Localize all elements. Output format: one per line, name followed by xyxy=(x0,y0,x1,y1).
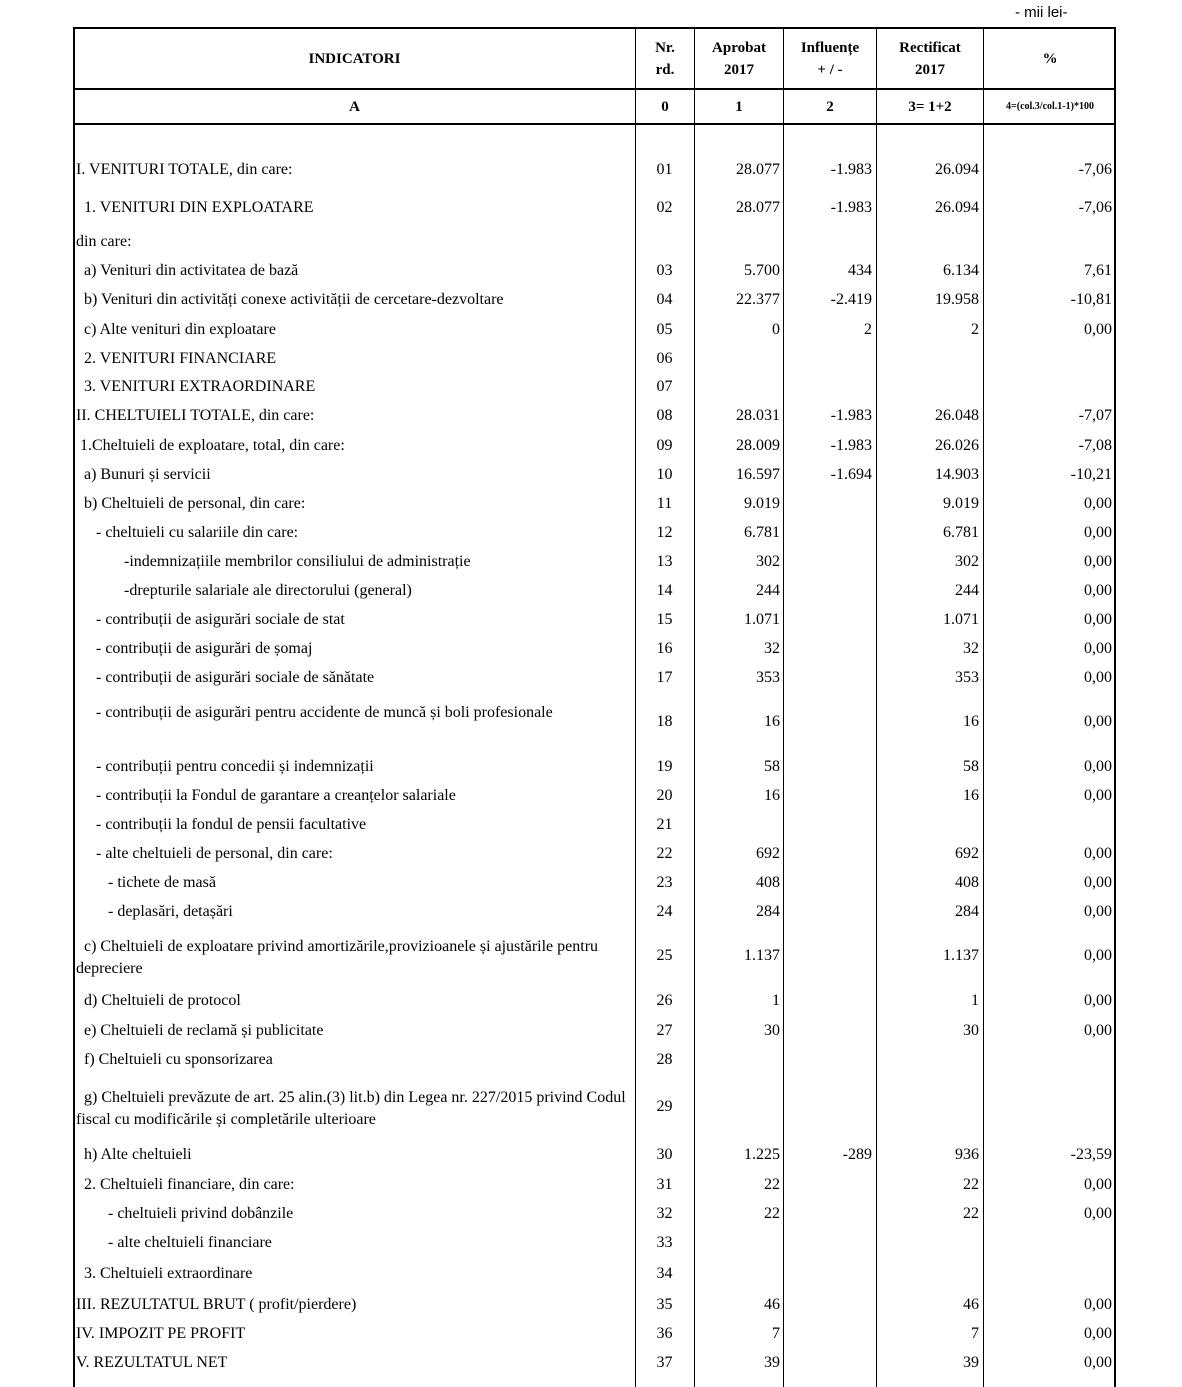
indicator-label: 3. VENITURI EXTRAORDINARE xyxy=(76,378,316,395)
percent-value: 0,00 xyxy=(1084,874,1112,891)
indicator-label: a) Venituri din activitatea de bază xyxy=(76,262,299,279)
approved-value: 353 xyxy=(756,669,780,686)
percent-value: 0,00 xyxy=(1084,1296,1112,1313)
row-number: 08 xyxy=(656,407,673,424)
percent-value: 0,00 xyxy=(1084,1176,1112,1193)
rectified-value: 26.094 xyxy=(935,161,979,178)
row-number: 29 xyxy=(656,1098,673,1115)
percent-value: 0,00 xyxy=(1084,553,1112,570)
percent-value: -7,06 xyxy=(1078,161,1112,178)
approved-value: 408 xyxy=(756,874,780,891)
colnum-2: 2 xyxy=(826,99,834,115)
indicator-label: b) Cheltuieli de personal, din care: xyxy=(76,495,306,512)
row-number: 11 xyxy=(656,495,673,512)
rectified-value: 22 xyxy=(963,1205,979,1222)
rectified-value: 692 xyxy=(955,845,979,862)
row-number: 12 xyxy=(656,524,673,541)
percent-value: 7,61 xyxy=(1084,262,1112,279)
indicator-label: -indemnizațiile membrilor consiliului de administrație xyxy=(76,553,471,570)
indicator-label: - contribuții de asigurări sociale de stat xyxy=(76,611,345,628)
indicator-label: 1. VENITURI DIN EXPLOATARE xyxy=(76,199,314,216)
approved-value: 302 xyxy=(756,553,780,570)
header-divider xyxy=(73,123,1116,125)
header-divider xyxy=(73,88,1116,90)
approved-value: 16.597 xyxy=(736,466,780,483)
rectified-value: 16 xyxy=(963,787,979,804)
row-number: 16 xyxy=(656,640,673,657)
influence-value: -1.983 xyxy=(830,437,872,454)
percent-value: 0,00 xyxy=(1084,1205,1112,1222)
indicator-label: g) Cheltuieli prevăzute de art. 25 alin.(3) lit.b) din Legea nr. 227/2015 privind Codul fiscal cu modificările și completările ulterioare xyxy=(76,1089,630,1128)
approved-value: 28.077 xyxy=(736,161,780,178)
row-number: 20 xyxy=(656,787,673,804)
indicator-label: - tichete de masă xyxy=(76,874,216,891)
rectified-value: 6.134 xyxy=(943,262,979,279)
indicator-label: - alte cheltuieli de personal, din care: xyxy=(76,845,333,862)
approved-value: 28.031 xyxy=(736,407,780,424)
row-number: 02 xyxy=(656,199,673,216)
col-divider xyxy=(783,27,784,1387)
percent-value: 0,00 xyxy=(1084,903,1112,920)
row-number: 25 xyxy=(656,947,673,964)
percent-value: 0,00 xyxy=(1084,713,1112,730)
row-number: 22 xyxy=(656,845,673,862)
row-number: 35 xyxy=(656,1296,673,1313)
influence-value: 2 xyxy=(864,321,872,338)
rectified-value: 39 xyxy=(963,1354,979,1371)
rectified-value: 58 xyxy=(963,758,979,775)
header-percent: % xyxy=(1042,51,1058,67)
row-number: 05 xyxy=(656,321,673,338)
row-number: 37 xyxy=(656,1354,673,1371)
approved-value: 22.377 xyxy=(736,291,780,308)
indicator-label: - contribuții de asigurări de șomaj xyxy=(76,640,313,657)
row-number: 09 xyxy=(656,437,673,454)
colnum-nr: 0 xyxy=(661,99,669,115)
approved-value: 7 xyxy=(772,1325,780,1342)
percent-value: -10,21 xyxy=(1070,466,1112,483)
rectified-value: 353 xyxy=(955,669,979,686)
percent-value: -7,06 xyxy=(1078,199,1112,216)
colnum-a: A xyxy=(349,99,360,115)
approved-value: 1.137 xyxy=(744,947,780,964)
approved-value: 1 xyxy=(772,992,780,1009)
approved-value: 46 xyxy=(764,1296,780,1313)
approved-value: 28.077 xyxy=(736,199,780,216)
rectified-value: 9.019 xyxy=(943,495,979,512)
indicator-label: - alte cheltuieli financiare xyxy=(76,1234,272,1251)
header-nr-rd: Nr. rd. xyxy=(655,40,675,78)
rectified-value: 284 xyxy=(955,903,979,920)
rectified-value: 14.903 xyxy=(935,466,979,483)
approved-value: 16 xyxy=(764,787,780,804)
rectified-value: 26.094 xyxy=(935,199,979,216)
indicator-label: 1.Cheltuieli de exploatare, total, din care: xyxy=(76,437,345,454)
rectified-value: 408 xyxy=(955,874,979,891)
indicator-label: - contribuții de asigurări pentru accidente de muncă și boli profesionale xyxy=(76,704,553,721)
header-indicatori: INDICATORI xyxy=(308,51,401,67)
row-number: 34 xyxy=(656,1265,673,1282)
indicator-label: d) Cheltuieli de protocol xyxy=(76,992,241,1009)
indicator-label: -drepturile salariale ale directorului (general) xyxy=(76,582,412,599)
row-number: 01 xyxy=(656,161,673,178)
percent-value: 0,00 xyxy=(1084,787,1112,804)
percent-value: 0,00 xyxy=(1084,582,1112,599)
influence-value: -1.983 xyxy=(830,161,872,178)
approved-value: 22 xyxy=(764,1176,780,1193)
rectified-value: 6.781 xyxy=(943,524,979,541)
influence-value: -1.983 xyxy=(830,407,872,424)
row-number: 21 xyxy=(656,816,673,833)
approved-value: 284 xyxy=(756,903,780,920)
row-number: 07 xyxy=(656,378,673,395)
indicator-label: din care: xyxy=(76,233,132,250)
row-number: 30 xyxy=(656,1146,673,1163)
row-number: 28 xyxy=(656,1051,673,1068)
row-number: 03 xyxy=(656,262,673,279)
rectified-value: 936 xyxy=(955,1146,979,1163)
rectified-value: 1 xyxy=(971,992,979,1009)
header-influente: Influențe + / - xyxy=(800,40,860,78)
indicator-label: a) Bunuri și servicii xyxy=(76,466,211,483)
row-number: 10 xyxy=(656,466,673,483)
indicator-label: - contribuții la Fondul de garantare a creanțelor salariale xyxy=(76,787,456,804)
percent-value: 0,00 xyxy=(1084,669,1112,686)
rectified-value: 26.048 xyxy=(935,407,979,424)
rectified-value: 26.026 xyxy=(935,437,979,454)
percent-value: 0,00 xyxy=(1084,947,1112,964)
indicator-label: 2. VENITURI FINANCIARE xyxy=(76,350,277,367)
approved-value: 1.225 xyxy=(744,1146,780,1163)
indicator-label: - contribuții la fondul de pensii facultative xyxy=(76,816,367,833)
approved-value: 1.071 xyxy=(744,611,780,628)
percent-value: 0,00 xyxy=(1084,321,1112,338)
percent-value: 0,00 xyxy=(1084,758,1112,775)
row-number: 36 xyxy=(656,1325,673,1342)
rectified-value: 46 xyxy=(963,1296,979,1313)
rectified-value: 7 xyxy=(971,1325,979,1342)
rectified-value: 1.071 xyxy=(943,611,979,628)
approved-value: 32 xyxy=(764,640,780,657)
row-number: 24 xyxy=(656,903,673,920)
indicator-label: - deplasări, detașări xyxy=(76,903,233,920)
row-number: 19 xyxy=(656,758,673,775)
row-number: 33 xyxy=(656,1234,673,1251)
row-number: 13 xyxy=(656,553,673,570)
approved-value: 5.700 xyxy=(744,262,780,279)
percent-value: 0,00 xyxy=(1084,845,1112,862)
approved-value: 30 xyxy=(764,1022,780,1039)
percent-value: 0,00 xyxy=(1084,611,1112,628)
header-aprobat: Aprobat 2017 xyxy=(712,40,766,78)
indicator-label: - contribuții de asigurări sociale de sănătate xyxy=(76,669,375,686)
row-number: 04 xyxy=(656,291,673,308)
row-number: 15 xyxy=(656,611,673,628)
approved-value: 244 xyxy=(756,582,780,599)
approved-value: 28.009 xyxy=(736,437,780,454)
indicator-label: c) Alte venituri din exploatare xyxy=(76,321,276,338)
indicator-label: c) Cheltuieli de exploatare privind amortizările,provizioanele și ajustările pentru depreciere xyxy=(76,938,603,977)
row-number: 14 xyxy=(656,582,673,599)
colnum-3: 3= 1+2 xyxy=(908,99,952,115)
row-number: 26 xyxy=(656,992,673,1009)
influence-value: -1.983 xyxy=(830,199,872,216)
indicator-label: e) Cheltuieli de reclamă și publicitate xyxy=(76,1022,324,1039)
percent-value: 0,00 xyxy=(1084,640,1112,657)
approved-value: 58 xyxy=(764,758,780,775)
rectified-value: 19.958 xyxy=(935,291,979,308)
influence-value: 434 xyxy=(848,262,872,279)
approved-value: 0 xyxy=(772,321,780,338)
approved-value: 22 xyxy=(764,1205,780,1222)
rectified-value: 2 xyxy=(971,321,979,338)
percent-value: -10,81 xyxy=(1070,291,1112,308)
approved-value: 16 xyxy=(764,713,780,730)
indicator-label: h) Alte cheltuieli xyxy=(76,1146,192,1163)
percent-value: 0,00 xyxy=(1084,524,1112,541)
percent-value: -7,08 xyxy=(1078,437,1112,454)
colnum-1: 1 xyxy=(735,99,743,115)
rectified-value: 30 xyxy=(963,1022,979,1039)
indicator-label: b) Venituri din activități conexe activității de cercetare-dezvoltare xyxy=(76,291,504,308)
percent-value: -23,59 xyxy=(1070,1146,1112,1163)
indicator-label: - cheltuieli cu salariile din care: xyxy=(76,524,299,541)
rectified-value: 16 xyxy=(963,713,979,730)
percent-value: -7,07 xyxy=(1078,407,1112,424)
row-number: 18 xyxy=(656,713,673,730)
influence-value: -289 xyxy=(842,1146,872,1163)
indicator-label: - contribuții pentru concedii și indemnizații xyxy=(76,758,374,775)
approved-value: 39 xyxy=(764,1354,780,1371)
row-number: 23 xyxy=(656,874,673,891)
indicator-label: 2. Cheltuieli financiare, din care: xyxy=(76,1176,295,1193)
influence-value: -1.694 xyxy=(830,466,872,483)
row-number: 27 xyxy=(656,1022,673,1039)
rectified-value: 22 xyxy=(963,1176,979,1193)
row-number: 32 xyxy=(656,1205,673,1222)
percent-value: 0,00 xyxy=(1084,1022,1112,1039)
approved-value: 692 xyxy=(756,845,780,862)
percent-value: 0,00 xyxy=(1084,1354,1112,1371)
percent-value: 0,00 xyxy=(1084,992,1112,1009)
colnum-4: 4=(col.3/col.1-1)*100 xyxy=(1006,101,1094,112)
rectified-value: 32 xyxy=(963,640,979,657)
approved-value: 6.781 xyxy=(744,524,780,541)
indicator-label: V. REZULTATUL NET xyxy=(76,1354,228,1371)
indicator-label: II. CHELTUIELI TOTALE, din care: xyxy=(76,407,315,424)
approved-value: 9.019 xyxy=(744,495,780,512)
percent-value: 0,00 xyxy=(1084,1325,1112,1342)
rectified-value: 244 xyxy=(955,582,979,599)
row-number: 31 xyxy=(656,1176,673,1193)
indicator-label: III. REZULTATUL BRUT ( profit/pierdere) xyxy=(76,1296,357,1313)
header-rectificat: Rectificat 2017 xyxy=(899,40,961,78)
unit-label: - mii lei- xyxy=(1015,4,1068,21)
rectified-value: 302 xyxy=(955,553,979,570)
indicator-label: - cheltuieli privind dobânzile xyxy=(76,1205,294,1222)
row-number: 17 xyxy=(656,669,673,686)
rectified-value: 1.137 xyxy=(943,947,979,964)
percent-value: 0,00 xyxy=(1084,495,1112,512)
row-number: 06 xyxy=(656,350,673,367)
indicator-label: I. VENITURI TOTALE, din care: xyxy=(76,161,293,178)
indicator-label: IV. IMPOZIT PE PROFIT xyxy=(76,1325,246,1342)
influence-value: -2.419 xyxy=(830,291,872,308)
indicator-label: f) Cheltuieli cu sponsorizarea xyxy=(76,1051,273,1068)
indicator-label: 3. Cheltuieli extraordinare xyxy=(76,1265,253,1282)
